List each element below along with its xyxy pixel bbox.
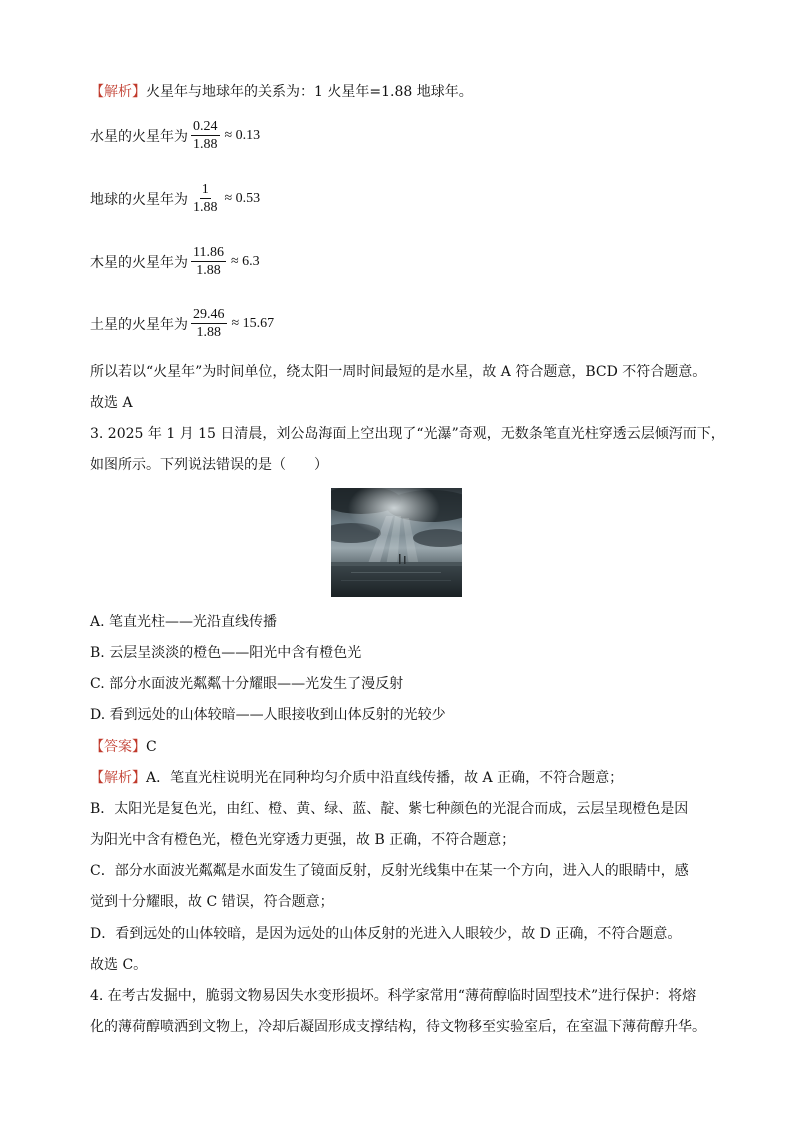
light-beams-photo — [331, 488, 462, 597]
q3-analysis-line-1 — [90, 768, 623, 788]
fraction-denominator: 1.88 — [196, 325, 221, 340]
q3-analysis-line-5: 觉到十分耀眼，故 C 错误，符合题意； — [90, 894, 334, 910]
analysis-tag: 【解析】 — [90, 84, 146, 100]
fraction — [191, 181, 220, 216]
formula-row-jupiter — [90, 244, 260, 279]
q3-analysis-line-6: D．看到远处的山体较暗，是因为远处的山体反射的光进入人眼较少，故 D 正确，不符合题意。 — [90, 926, 682, 942]
light-beams-photo-graphic — [331, 488, 462, 597]
answer-tag: 【答案】 — [90, 739, 146, 755]
q4-stem-line-1: 4. 在考古发掘中，脆弱文物易因失水变形损坏。科学家常用“薄荷醇临时固型技术”进行保护：将熔 — [90, 988, 697, 1004]
formula-row-saturn — [90, 306, 274, 341]
fraction-denominator: 1.88 — [193, 137, 218, 152]
formula-label: 水星的火星年为 — [90, 128, 188, 145]
analysis-intro-line — [90, 82, 473, 102]
q4-stem-line-2: 化的薄荷醇喷洒到文物上，冷却后凝固形成支撑结构，待文物移至实验室后，在室温下薄荷醇升华。 — [90, 1019, 706, 1035]
fraction-denominator: 1.88 — [193, 200, 218, 215]
fraction-numerator: 11.86 — [193, 245, 224, 260]
formula-label: 土星的火星年为 — [90, 316, 188, 333]
analysis-conclusion: 所以若以“火星年”为时间单位，绕太阳一周时间最短的是水星，故 A 符合题意，BCD 不符合题意。 — [90, 364, 707, 380]
q3-stem-line-2: 如图所示。下列说法错误的是（ ） — [90, 457, 328, 473]
fraction — [191, 118, 220, 153]
q3-option-c: C. 部分水面波光粼粼十分耀眼——光发生了漫反射 — [90, 676, 404, 692]
q3-answer-line — [90, 737, 157, 757]
formula-result: ≈ 6.3 — [230, 253, 260, 269]
fraction-numerator: 1 — [201, 182, 209, 197]
q3-analysis-line-2: B．太阳光是复色光，由红、橙、黄、绿、蓝、靛、紫七种颜色的光混合而成，云层呈现橙色是因 — [90, 801, 689, 817]
q3-option-d: D. 看到远处的山体较暗——人眼接收到山体反射的光较少 — [90, 707, 446, 723]
q3-choice: 故选 C。 — [90, 957, 148, 973]
fraction — [191, 244, 226, 279]
analysis-intro: 火星年与地球年的关系为：1 火星年=1.88 地球年。 — [146, 84, 473, 100]
answer-value: C — [146, 739, 157, 755]
formula-result: ≈ 15.67 — [231, 315, 275, 331]
formula-label: 木星的火星年为 — [90, 254, 188, 271]
formula-result: ≈ 0.13 — [224, 127, 261, 143]
formula-result: ≈ 0.53 — [224, 190, 261, 206]
q3-option-a: A. 笔直光柱——光沿直线传播 — [90, 614, 278, 630]
analysis-choice: 故选 A — [90, 395, 133, 411]
formula-row-earth — [90, 181, 260, 216]
formula-row-mercury — [90, 118, 260, 153]
analysis-tag: 【解析】 — [90, 770, 146, 786]
fraction-numerator: 0.24 — [193, 119, 218, 134]
q3-analysis-line-3: 为阳光中含有橙色光，橙色光穿透力更强，故 B 正确，不符合题意； — [90, 832, 516, 848]
analysis-text: A．笔直光柱说明光在同种均匀介质中沿直线传播，故 A 正确，不符合题意； — [146, 770, 624, 786]
fraction-denominator: 1.88 — [196, 263, 221, 278]
formula-label: 地球的火星年为 — [90, 191, 188, 208]
fraction — [191, 306, 227, 341]
fraction-numerator: 29.46 — [193, 307, 225, 322]
q3-stem-line-1: 3. 2025 年 1 月 15 日清晨，刘公岛海面上空出现了“光瀑”奇观，无数条笔直光柱穿透云层倾泻而下， — [90, 426, 725, 442]
q3-analysis-line-4: C．部分水面波光粼粼是水面发生了镜面反射，反射光线集中在某一个方向，进入人的眼睛中，感 — [90, 863, 689, 879]
q3-option-b: B. 云层呈淡淡的橙色——阳光中含有橙色光 — [90, 645, 362, 661]
